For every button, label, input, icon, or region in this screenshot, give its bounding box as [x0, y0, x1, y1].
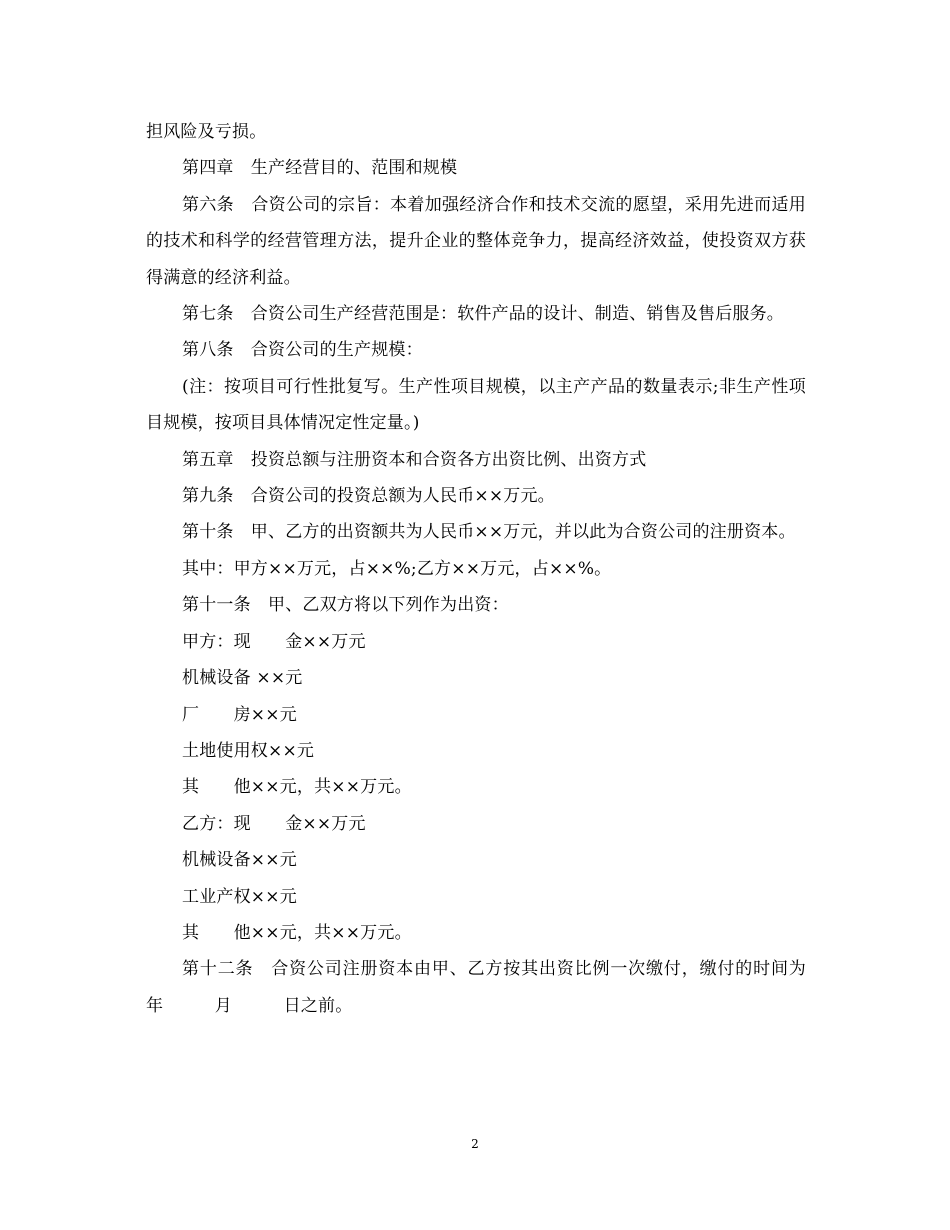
- party-b-machinery: 机械设备××元: [182, 850, 297, 871]
- article-10: 第十条 甲、乙方的出资额共为人民币××万元，并以此为合资公司的注册资本。: [182, 522, 796, 543]
- party-a-machinery: 机械设备 ××元: [182, 668, 303, 689]
- capital-split: 其中：甲方××万元，占××%;乙方××万元，占××%。: [182, 558, 612, 579]
- party-b-other: 其 他××元，共××万元。: [182, 922, 412, 943]
- article-6: 第六条 合资公司的宗旨：本着加强经济合作和技术交流的愿望，采用先进而适用的技术和科学的经营管理方法，提升企业的整体竞争力，提高经济效益，使投资双方获得满意的经济利益。: [146, 194, 806, 288]
- document-body: [146, 114, 841, 1024]
- party-a-factory: 厂 房××元: [182, 704, 297, 725]
- page-number: 2: [471, 1137, 479, 1151]
- chapter-4-heading: 第四章 生产经营目的、范围和规模: [182, 158, 458, 179]
- article-8-note: (注：按项目可行性批复写。生产性项目规模，以主产产品的数量表示;非生产性项目规模，按项目具体情况定性定量。): [146, 376, 806, 434]
- paragraph-continuation: 担风险及亏损。: [146, 122, 267, 142]
- chapter-5-heading: 第五章 投资总额与注册资本和合资各方出资比例、出资方式: [182, 449, 647, 470]
- party-a-other: 其 他××元，共××万元。: [182, 777, 412, 798]
- article-8: 第八条 合资公司的生产规模：: [182, 340, 423, 361]
- article-12: 第十二条 合资公司注册资本由甲、乙方按其出资比例一次缴付，缴付的时间为 年 月 日之前。: [146, 959, 841, 1016]
- party-a-land-use-right: 土地使用权××元: [182, 740, 315, 761]
- article-11: 第十一条 甲、乙双方将以下列作为出资：: [182, 595, 509, 616]
- article-7: 第七条 合资公司生产经营范围是：软件产品的设计、制造、销售及售后服务。: [182, 304, 784, 325]
- article-9: 第九条 合资公司的投资总额为人民币××万元。: [182, 486, 555, 507]
- party-a-cash: 甲方：现 金××万元: [182, 631, 366, 652]
- party-b-industrial-property: 工业产权××元: [182, 886, 297, 907]
- party-b-cash: 乙方：现 金××万元: [182, 813, 366, 834]
